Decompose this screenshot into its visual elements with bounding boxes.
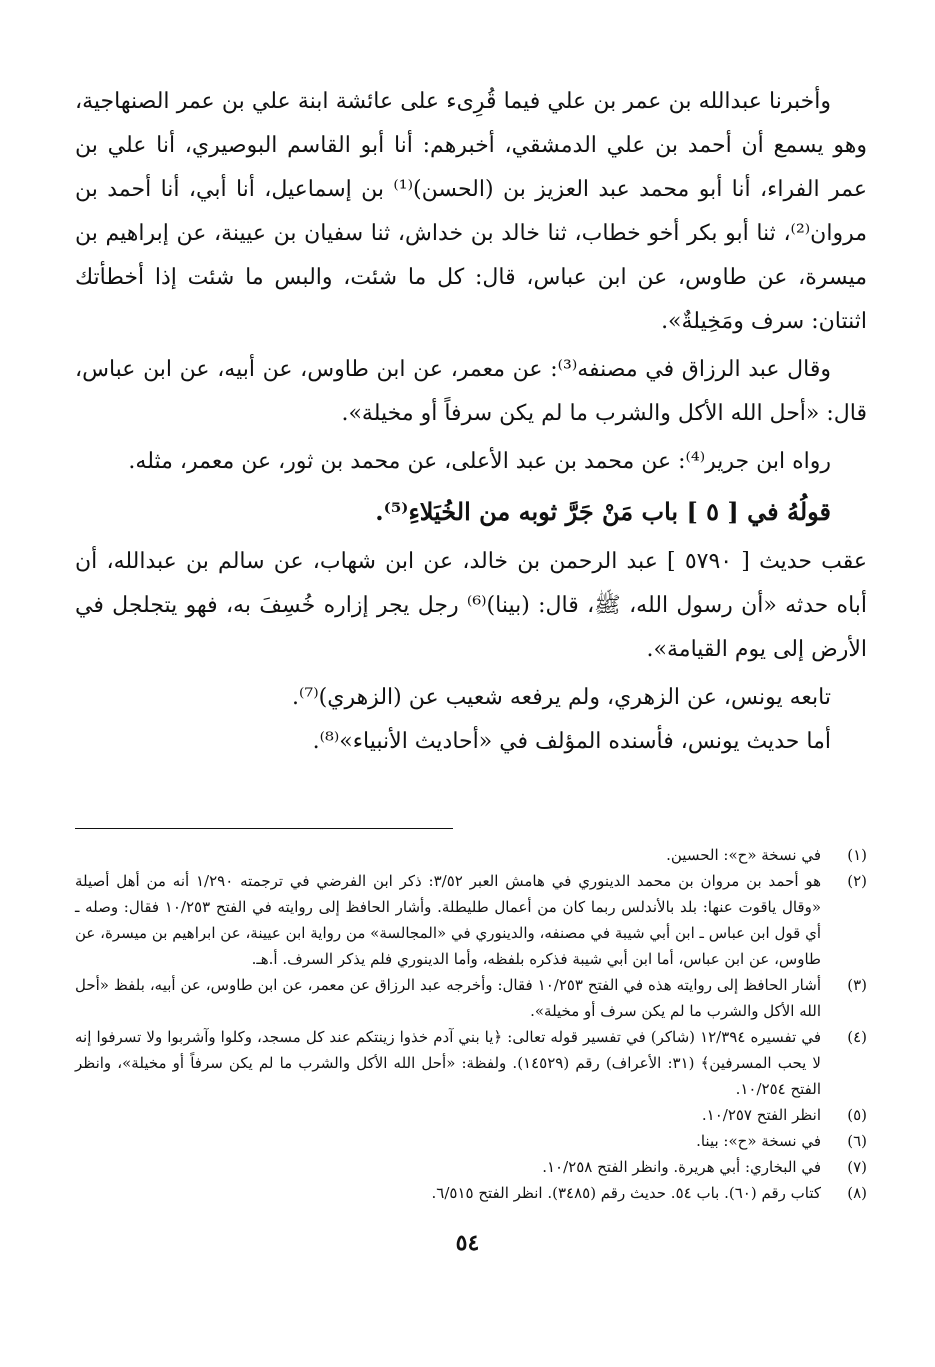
footnote-number: (٦) <box>847 1132 867 1150</box>
footnote-number: (١) <box>847 846 867 864</box>
footnote <box>75 1154 867 1180</box>
footnote <box>75 1024 867 1102</box>
footnote-text: أشار الحافظ إلى روايته هذه في الفتح ١٠/٢٥٣ فقال: وأخرجه عبد الرزاق عن معمر، عن ابن طاوس، عن أبيه، بلفظ «أحل الله الأكل والشرب ما لم يكن سرف أو مخيلة». <box>75 976 821 1020</box>
line-last: أما حديث يونس، فأسنده المؤلف في «أحاديث الأنبياء»⁽⁸⁾. <box>312 729 831 754</box>
line-follow: تابعه يونس، عن الزهري، ولم يرفعه شعيب عن (الزهري)⁽⁷⁾. <box>292 685 831 710</box>
footnote-text: في نسخة «ح»: بينا. <box>696 1132 821 1150</box>
footnote <box>75 1128 867 1154</box>
footnote-text: كتاب رقم (٦٠). باب ٥٤. حديث رقم (٣٤٨٥). انظر الفتح ٦/٥١٥. <box>431 1184 821 1202</box>
footnote-number: (٢) <box>847 872 867 890</box>
footnote-number: (٨) <box>847 1184 867 1202</box>
footnote-number: (٥) <box>847 1106 867 1124</box>
footnote-number: (٤) <box>847 1028 867 1046</box>
footnote <box>75 1180 867 1206</box>
footnote <box>75 842 867 868</box>
footnote-text: في تفسيره ١٢/٣٩٤ (شاكر) في تفسير قوله تعالى: ﴿يا بني آدم خذوا زينتكم عند كل مسجد، وكلوا وآشربوا ولا تسرفوا إنه لا يحب المسرفين﴾ (٣١: الأعراف) رقم (١٤٥٢٩). ولفظة: «أحل الله الأكل والشرب ما لم يكن سرفاً أو مخيلة»، وانظر الفتح ١٠/٢٥٤. <box>75 1028 821 1098</box>
page-number: ٥٤ <box>455 1230 480 1256</box>
footnote-number: (٣) <box>847 976 867 994</box>
footnote-text: في البخاري: أبي هريرة. وانظر الفتح ١٠/٢٥٨. <box>542 1158 821 1176</box>
footnote-text: في نسخة «ح»: الحسين. <box>666 846 821 864</box>
footnotes <box>75 842 867 1206</box>
footnote <box>75 1102 867 1128</box>
main-text <box>75 80 867 764</box>
paragraph-isnad: وأخبرنا عبدالله بن عمر بن علي فيما قُرِىء على عائشة ابنة علي بن عمر الصنهاجية، وهو يسمع أن أحمد بن علي الدمشقي، أخبرهم: أنا أبو القاسم البوصيري، أنا علي بن عمر الفراء، أنا أبو محمد عبد العزيز بن (الحسن)⁽¹⁾ بن إسماعيل، أنا أبي، أنا أحمد بن مروان⁽²⁾، ثنا أبو بكر أخو خطاب، ثنا خالد بن خداش، ثنا سفيان بن عيينة، عن إبراهيم بن ميسرة، عن طاوس، عن ابن عباس، قال: كل ما شئت، والبس ما شئت إذا أخطأتك اثنتان: سرف ومَخِيلةٌ». <box>75 89 867 334</box>
paragraph-ibn-jarir: رواه ابن جرير⁽⁴⁾: عن محمد بن عبد الأعلى، عن محمد بن ثور، عن معمر، مثله. <box>128 449 831 474</box>
paragraph-abdurrazzaq: وقال عبد الرزاق في مصنفه⁽³⁾: عن معمر، عن ابن طاوس، عن أبيه، عن ابن عباس، قال: «أحل الله الأكل والشرب ما لم يكن سرفاً أو مخيلة». <box>75 357 867 426</box>
footnote-divider <box>75 828 453 829</box>
footnote <box>75 972 867 1024</box>
footnote-text: هو أحمد بن مروان بن محمد الدينوري في هامش العبر ٣/٥٢: ذكر ابن الفرضي في ترجمته ١/٢٩٠ أنه من أهل أصيلة «وقال ياقوت عنها: بلد بالأندلس ربما كان من أعمال طليطلة. وأشار الحافظ إلى روايته في الفتح ١٠/٢٥٣ فقال: وصله ـ أي قول ابن عباس ـ ابن أبي شيبة في مصنفه، والدينوري في «المجالسة» من رواية ابن عيينة، عن ابراهيم بن ميسرة، عن طاوس، عن ابن عباس، أما ابن أبي شيبة فذكره بلفظه، وأما الدينوري فلم يذكر السرف. أ.هـ. <box>75 872 822 968</box>
chapter-heading: قولُهُ في [ ٥ ] باب مَنْ جَرَّ ثوبه من الخُيَلاءِ⁽⁵⁾. <box>375 497 831 526</box>
footnote-text: انظر الفتح ١٠/٢٥٧. <box>701 1106 821 1124</box>
paragraph-hadith: عقب حديث [ ٥٧٩٠ ] عبد الرحمن بن خالد، عن ابن شهاب، عن سالم بن عبدالله، أن أباه حدثه «أن رسول الله، ﷺ، قال: (بينا)⁽⁶⁾ رجل يجر إزاره خُسِفَ به، فهو يتجلجل في الأرض إلى يوم القيامة». <box>75 549 868 662</box>
footnote-number: (٧) <box>847 1158 867 1176</box>
footnote <box>75 868 867 972</box>
